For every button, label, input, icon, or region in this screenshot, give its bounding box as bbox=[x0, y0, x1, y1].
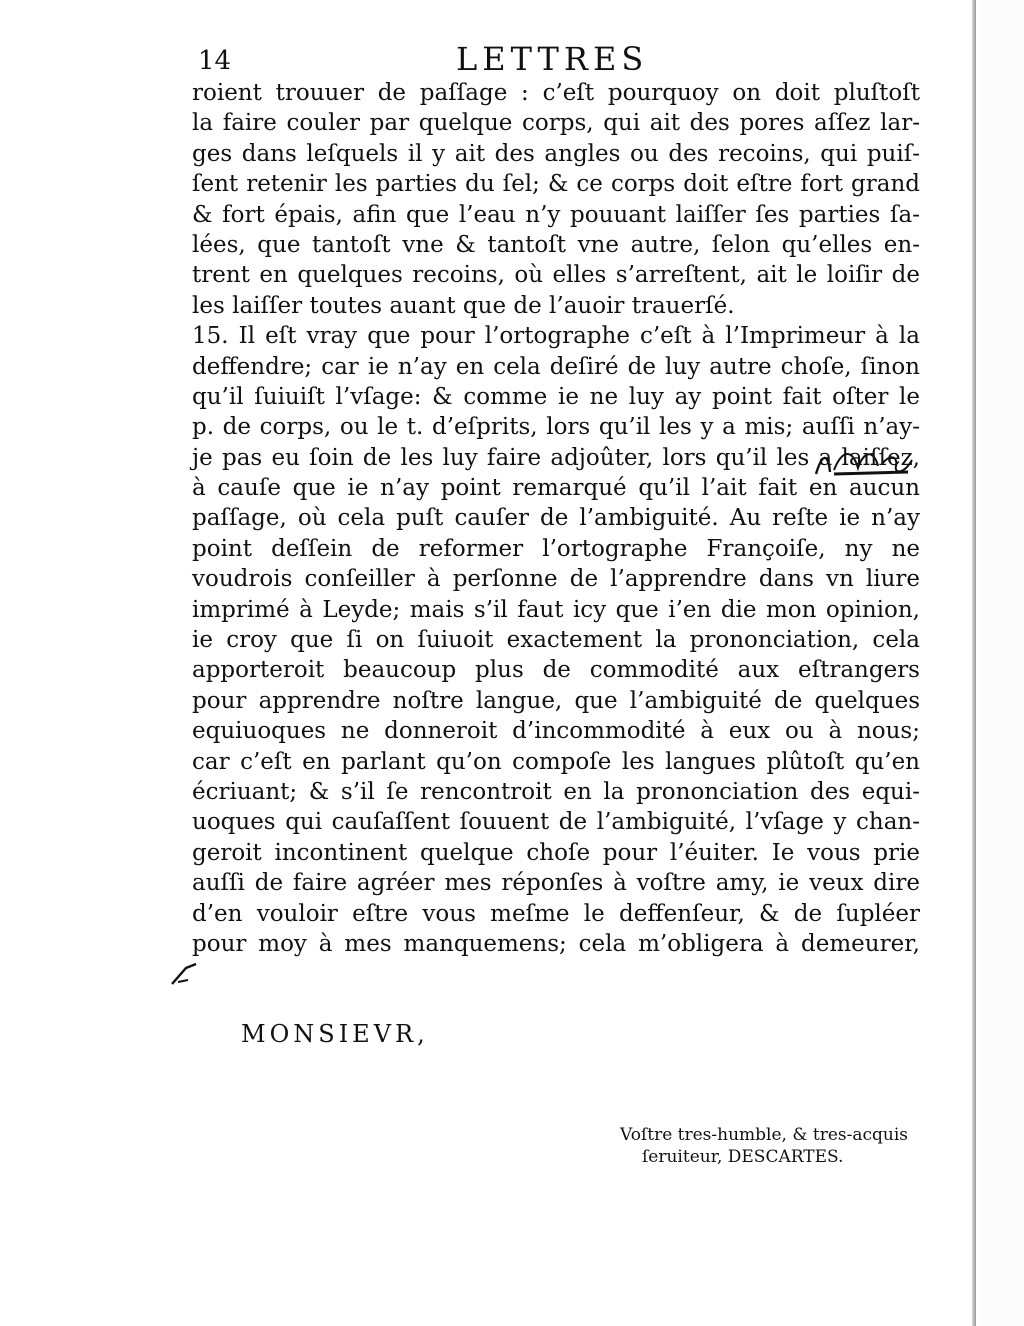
text-line: écriuant; & s’il ſe rencontroit en la prononciation des equi- bbox=[192, 778, 920, 805]
text-line: & fort épais, afin que l’eau n’y pouuant laiſſer ſes parties ſa- bbox=[192, 201, 920, 228]
text-line: roient trouuer de paſſage : c’eſt pourquoy on doit pluſtoſt bbox=[192, 80, 920, 106]
text-line: paſſage, où cela puſt cauſer de l’ambiguité. Au reſte ie n’ay bbox=[192, 505, 920, 532]
text-line: ie croy que ſi on ſuiuoit exactement la prononciation, cela bbox=[192, 627, 920, 654]
text-line: uoques qui cauſaſſent ſouuent de l’ambiguité, l’vſage y chan- bbox=[192, 809, 920, 836]
signature-line: Voſtre tres-humble, & tres-acquis bbox=[620, 1125, 909, 1145]
signature-block bbox=[620, 1124, 908, 1168]
text-line: auſſi de faire agréer mes réponſes à voſtre amy, ie veux dire bbox=[192, 870, 920, 897]
text-line: lées, que tantoſt vne & tantoſt vne autre, ſelon qu’elles en- bbox=[192, 231, 920, 258]
page-gutter-shadow bbox=[972, 0, 976, 1326]
text-line: ſent retenir les parties du ſel; & ce corps doit eſtre fort grand bbox=[192, 171, 920, 198]
text-line: ges dans leſquels il y ait des angles ou des recoins, qui puiſ- bbox=[192, 140, 920, 167]
text-line: deffendre; car ie n’ay en cela deſiré de luy autre choſe, ſinon bbox=[192, 353, 920, 380]
text-line: apporteroit beaucoup plus de commodité aux eſtrangers bbox=[192, 657, 920, 684]
text-line: car c’eſt en parlant qu’on compoſe les langues plûtoſt qu’en bbox=[192, 748, 920, 775]
signature-line: ſeruiteur, DESCARTES. bbox=[642, 1147, 844, 1167]
facing-page-edge bbox=[980, 0, 1024, 1326]
text-line: imprimé à Leyde; mais s’il faut icy que i’en die mon opinion, bbox=[192, 596, 920, 623]
text-line: 15. Il eſt vray que pour l’ortographe c’eſt à l’Imprimeur à la bbox=[192, 323, 920, 350]
text-line: trent en quelques recoins, où elles s’arreſtent, ait le loiſir de bbox=[192, 262, 920, 289]
text-line: point deſſein de reformer l’ortographe Françoiſe, ny ne bbox=[192, 535, 920, 562]
text-line: pour moy à mes manquemens; cela m’obligera à demeurer, bbox=[192, 930, 920, 957]
page-header bbox=[198, 40, 918, 80]
text-line: qu’il ſuiuiſt l’vſage: & comme ie ne luy ay point fait oſter le bbox=[192, 383, 920, 410]
text-line: voudrois conſeiller à perſonne de l’apprendre dans vn liure bbox=[192, 566, 920, 593]
page-number: 14 bbox=[198, 46, 232, 76]
margin-mark-icon bbox=[168, 958, 200, 988]
salutation: MONSIEVR, bbox=[241, 1020, 429, 1048]
text-line: pour apprendre noſtre langue, que l’ambiguité de quelques bbox=[192, 687, 920, 714]
text-line: d’en vouloir eſtre vous meſme le deffenſeur, & de ſupléer bbox=[192, 900, 920, 927]
handwritten-correction-icon bbox=[812, 444, 922, 484]
text-line: geroit incontinent quelque choſe pour l’éuiter. Ie vous prie bbox=[192, 839, 920, 866]
text-line: p. de corps, ou le t. d’eſprits, lors qu’il les y a mis; auſſi n’ay- bbox=[192, 414, 920, 441]
text-line: les laiſſer toutes auant que de l’auoir trauerſé. bbox=[192, 292, 735, 319]
running-title: LETTRES bbox=[456, 40, 649, 78]
text-line: equiuoques ne donneroit d’incommodité à eux ou à nous; bbox=[192, 718, 920, 745]
text-line: la faire couler par quelque corps, qui ait des pores aſſez lar- bbox=[192, 110, 920, 137]
text-line: je pas eu ſoin de les luy faire adjoûter, lors qu’il les a laiſſez, bbox=[192, 444, 920, 471]
text-line: à cauſe que ie n’ay point remarqué qu’il l’ait fait en aucun bbox=[192, 475, 920, 502]
body-text bbox=[192, 78, 920, 959]
